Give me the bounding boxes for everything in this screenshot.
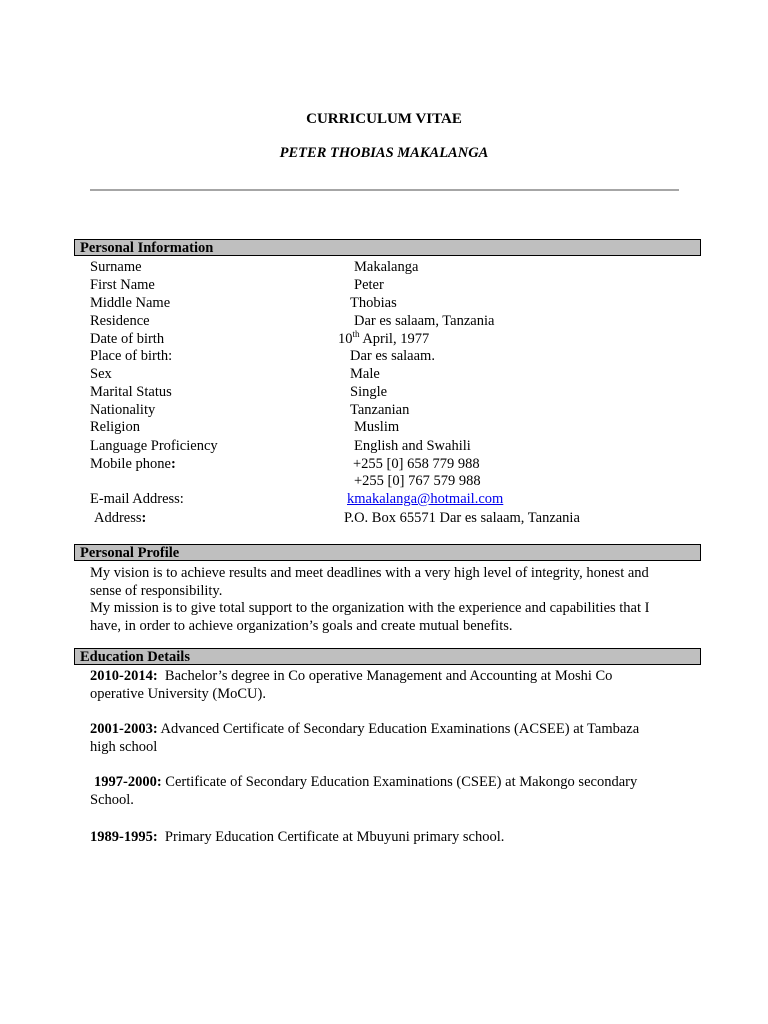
education-years: 1989-1995:: [90, 829, 158, 845]
section-header-personal-profile: Personal Profile: [74, 544, 701, 561]
education-item-2001-2003-cont: high school: [90, 739, 158, 755]
education-description: Advanced Certificate of Secondary Education Examinations (ACSEE) at Tambaza: [160, 721, 640, 737]
dob-ordinal: th: [352, 329, 360, 340]
pi-value-mobile-phone-1: +255 [0] 658 779 988: [353, 456, 480, 472]
pi-value-middle-name: Thobias: [350, 295, 397, 311]
pi-label-mobile-phone: [90, 456, 176, 474]
education-years: 2001-2003:: [90, 721, 158, 737]
pi-label-sex: Sex: [90, 366, 112, 382]
pi-value-nationality: Tanzanian: [350, 402, 410, 418]
profile-mission-line-2: have, in order to achieve organization’s goals and create mutual benefits.: [90, 618, 513, 634]
pi-value-surname: Makalanga: [354, 259, 419, 275]
section-header-education-details: Education Details: [74, 648, 701, 665]
pi-label-nationality: Nationality: [90, 402, 156, 418]
dob-rest: April, 1977: [359, 331, 430, 347]
mobile-label-colon: :: [170, 456, 176, 472]
pi-label-email-address: E-mail Address:: [90, 491, 184, 507]
pi-value-first-name: Peter: [354, 277, 384, 293]
pi-label-address: [94, 510, 146, 528]
pi-value-address: P.O. Box 65571 Dar es salaam, Tanzania: [344, 510, 580, 526]
candidate-name: PETER THOBIAS MAKALANGA: [279, 145, 489, 161]
pi-value-residence: Dar es salaam, Tanzania: [354, 313, 495, 329]
pi-value-place-of-birth: Dar es salaam.: [350, 348, 435, 364]
pi-value-religion: Muslim: [354, 419, 400, 435]
pi-label-first-name: First Name: [90, 277, 155, 293]
email-link[interactable]: kmakalanga@hotmail.com: [347, 491, 504, 507]
education-item-2010-2014-cont: operative University (MoCU).: [90, 686, 266, 702]
section-header-personal-information: Personal Information: [74, 239, 701, 256]
pi-value-sex: Male: [350, 366, 380, 382]
pi-value-marital-status: Single: [350, 384, 388, 400]
profile-vision-line-1: My vision is to achieve results and meet deadlines with a very high level of integrity, honest and: [90, 565, 649, 581]
pi-label-religion: Religion: [90, 419, 140, 435]
education-description: Certificate of Secondary Education Examinations (CSEE) at Makongo secondary: [165, 774, 638, 790]
pi-label-surname: Surname: [90, 259, 142, 275]
dob-day: 10: [338, 331, 353, 347]
pi-value-language-proficiency: English and Swahili: [354, 438, 471, 454]
education-item-1989-1995: [90, 829, 690, 847]
education-years: 2010-2014:: [90, 668, 158, 684]
pi-label-middle-name: Middle Name: [90, 295, 171, 311]
mobile-label-text: Mobile phone: [90, 456, 171, 472]
header-divider: [90, 189, 679, 191]
pi-value-mobile-phone-2: +255 [0] 767 579 988: [354, 473, 481, 489]
pi-label-marital-status: Marital Status: [90, 384, 172, 400]
education-years: 1997-2000:: [94, 774, 162, 790]
education-item-1997-2000: [94, 774, 694, 792]
address-label-text: Address: [94, 510, 142, 526]
pi-label-residence: Residence: [90, 313, 150, 329]
profile-vision-line-2: sense of responsibility.: [90, 583, 223, 599]
education-description: Primary Education Certificate at Mbuyuni primary school.: [164, 829, 505, 845]
education-item-2001-2003: [90, 721, 690, 739]
pi-label-place-of-birth: Place of birth:: [90, 348, 173, 364]
address-label-colon: :: [141, 510, 147, 526]
education-item-2010-2014: [90, 668, 690, 686]
document-title: CURRICULUM VITAE: [306, 111, 462, 127]
education-description: Bachelor’s degree in Co operative Management and Accounting at Moshi Co: [164, 668, 613, 684]
pi-label-language-proficiency: Language Proficiency: [90, 438, 218, 454]
education-item-1997-2000-cont: School.: [90, 792, 134, 808]
pi-value-date-of-birth: [338, 331, 429, 349]
profile-mission-line-1: My mission is to give total support to the organization with the experience and capabilities that I: [90, 600, 650, 616]
pi-label-date-of-birth: Date of birth: [90, 331, 165, 347]
